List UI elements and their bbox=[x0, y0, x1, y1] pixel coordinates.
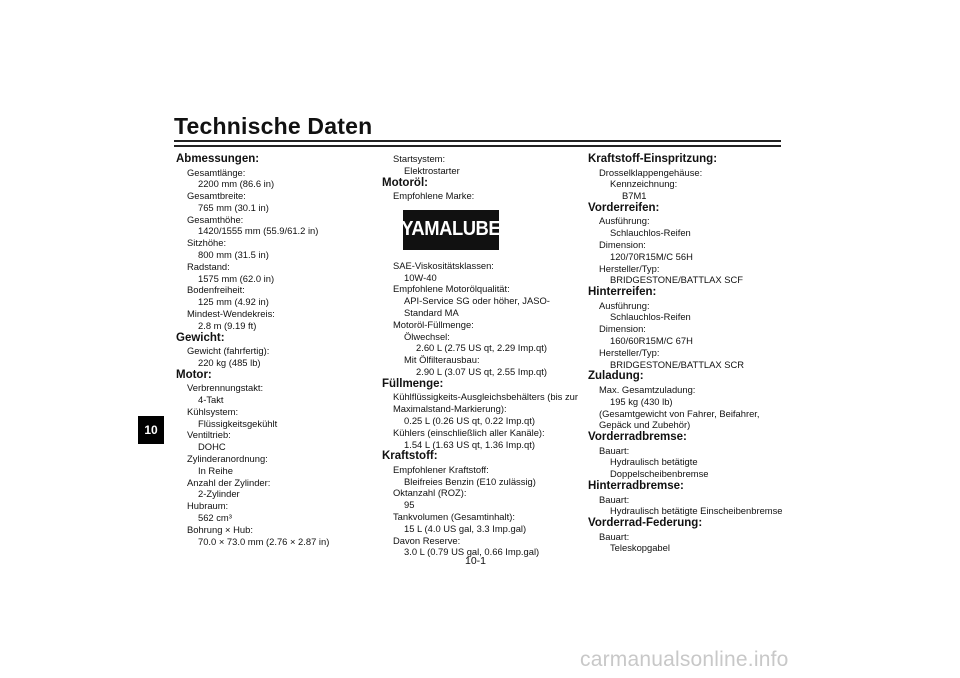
spec-label: SAE-Viskositätsklassen: bbox=[393, 259, 494, 271]
spec-value: BRIDGESTONE/BATTLAX SCF bbox=[610, 274, 744, 286]
spec-label: Anzahl der Zylinder: bbox=[187, 476, 271, 488]
spec-item bbox=[382, 487, 582, 511]
spec-value: Flüssigkeitsgekühlt bbox=[198, 417, 278, 429]
spec-value: 220 kg (485 lb) bbox=[198, 356, 261, 368]
spec-value: 2200 mm (86.6 in) bbox=[198, 178, 275, 190]
spec-label: Tankvolumen (Gesamtinhalt): bbox=[393, 511, 515, 523]
section-heading: Motoröl: bbox=[382, 176, 428, 189]
spec-value: Standard MA bbox=[404, 307, 459, 319]
spec-label: Hersteller/Typ: bbox=[599, 346, 660, 358]
spec-item bbox=[176, 190, 366, 214]
spec-item bbox=[382, 331, 582, 355]
spec-value: Hydraulisch betätigte bbox=[610, 456, 698, 468]
logo-text: YAMALUBE bbox=[401, 217, 501, 240]
spec-value: Schlauchlos-Reifen bbox=[610, 311, 691, 323]
section-heading: Zuladung: bbox=[588, 370, 644, 383]
spec-item bbox=[588, 347, 783, 371]
section-load bbox=[588, 370, 783, 431]
section-rear-tire bbox=[588, 286, 783, 370]
spec-label: Bodenfreiheit: bbox=[187, 284, 245, 296]
section-heading: Hinterradbremse: bbox=[588, 480, 684, 493]
spec-value: 125 mm (4.92 in) bbox=[198, 296, 269, 308]
column-2 bbox=[382, 153, 582, 558]
spec-label: Ölwechsel: bbox=[404, 330, 450, 342]
spec-value: 70.0 × 73.0 mm (2.76 × 2.87 in) bbox=[198, 535, 330, 547]
spec-item bbox=[382, 260, 582, 284]
spec-item bbox=[176, 345, 366, 369]
section-heading: Vorderradbremse: bbox=[588, 431, 687, 444]
spec-value: 2.60 L (2.75 US qt, 2.29 Imp.qt) bbox=[416, 342, 547, 354]
spec-value: B7M1 bbox=[622, 190, 647, 202]
spec-value: 195 kg (430 lb) bbox=[610, 395, 673, 407]
spec-value: 562 cm³ bbox=[198, 512, 232, 524]
spec-value: Hydraulisch betätigte Einscheibenbremse bbox=[610, 505, 783, 517]
spec-value: 1575 mm (62.0 in) bbox=[198, 272, 275, 284]
spec-item bbox=[176, 406, 366, 430]
title-rule-bottom bbox=[174, 145, 781, 147]
spec-label: Empfohlene Marke: bbox=[393, 190, 475, 202]
spec-item bbox=[588, 215, 783, 239]
section-weight bbox=[176, 332, 366, 369]
spec-label: Gesamtlänge: bbox=[187, 166, 246, 178]
spec-value: 2-Zylinder bbox=[198, 488, 240, 500]
spec-item bbox=[176, 382, 366, 406]
spec-label: Max. Gesamtzuladung: bbox=[599, 383, 696, 395]
spec-item bbox=[382, 464, 582, 488]
spec-label: Ventiltrieb: bbox=[187, 429, 231, 441]
spec-item bbox=[382, 153, 582, 177]
spec-item bbox=[382, 283, 582, 318]
spec-value: Bleifreies Benzin (E10 zulässig) bbox=[404, 475, 536, 487]
section-front-brake bbox=[588, 431, 783, 480]
section-capacity bbox=[382, 378, 582, 450]
chapter-tab: 10 bbox=[138, 416, 164, 444]
spec-item bbox=[588, 445, 783, 480]
spec-label: Davon Reserve: bbox=[393, 534, 461, 546]
spec-item bbox=[588, 300, 783, 324]
spec-value: BRIDGESTONE/BATTLAX SCR bbox=[610, 358, 745, 370]
section-engine bbox=[176, 369, 366, 548]
spec-label: Verbrennungstakt: bbox=[187, 382, 264, 394]
title-rule-top bbox=[174, 140, 781, 142]
spec-label: Ausführung: bbox=[599, 299, 650, 311]
spec-label: Zylinderanordnung: bbox=[187, 453, 268, 465]
spec-item bbox=[176, 237, 366, 261]
spec-label: Drosselklappengehäuse: bbox=[599, 166, 703, 178]
spec-label: Gesamtbreite: bbox=[187, 190, 246, 202]
section-heading: Vorderrad-Federung: bbox=[588, 517, 703, 530]
section-heading: Kraftstoff-Einspritzung: bbox=[588, 153, 718, 165]
section-heading: Füllmenge: bbox=[382, 377, 444, 390]
spec-label: Dimension: bbox=[599, 238, 646, 250]
section-fuel bbox=[382, 450, 582, 558]
spec-label: Bauart: bbox=[599, 530, 630, 542]
spec-label: Mindest-Wendekreis: bbox=[187, 308, 275, 320]
spec-value: 1420/1555 mm (55.9/61.2 in) bbox=[198, 225, 319, 237]
spec-label: Oktanzahl (ROZ): bbox=[393, 487, 467, 499]
spec-item bbox=[176, 453, 366, 477]
section-heading: Gewicht: bbox=[176, 331, 225, 344]
spec-label: Ausführung: bbox=[599, 215, 650, 227]
spec-value: 0.25 L (0.26 US qt, 0.22 Imp.qt) bbox=[404, 414, 535, 426]
section-fuel-injection bbox=[588, 153, 783, 202]
spec-value: 120/70R15M/C 56H bbox=[610, 250, 693, 262]
spec-item bbox=[588, 263, 783, 287]
spec-item bbox=[382, 391, 582, 426]
spec-value: 160/60R15M/C 67H bbox=[610, 335, 693, 347]
spec-value: 15 L (4.0 US gal, 3.3 Imp.gal) bbox=[404, 522, 527, 534]
spec-label: Startsystem: bbox=[393, 153, 446, 164]
spec-value: Teleskopgabel bbox=[610, 542, 670, 554]
spec-item bbox=[382, 190, 582, 202]
spec-label: Bauart: bbox=[599, 493, 630, 505]
spec-label: Sitzhöhe: bbox=[187, 237, 227, 249]
spec-label: Empfohlene Motorölqualität: bbox=[393, 283, 510, 295]
spec-item bbox=[176, 261, 366, 285]
spec-note: (Gesamtgewicht von Fahrer, Beifahrer, bbox=[599, 407, 760, 419]
spec-label: Gewicht (fahrfertig): bbox=[187, 345, 270, 357]
spec-item bbox=[176, 284, 366, 308]
spec-item bbox=[382, 427, 582, 451]
spec-label: Gesamthöhe: bbox=[187, 213, 244, 225]
spec-label: Kühlers (einschließlich aller Kanäle): bbox=[393, 426, 545, 438]
spec-item bbox=[176, 167, 366, 191]
spec-value: Schlauchlos-Reifen bbox=[610, 227, 691, 239]
section-heading: Motor: bbox=[176, 368, 212, 381]
spec-value: 4-Takt bbox=[198, 394, 224, 406]
section-front-suspension bbox=[588, 517, 783, 554]
section-front-tire bbox=[588, 202, 783, 286]
spec-value: 765 mm (30.1 in) bbox=[198, 201, 269, 213]
spec-note: Gepäck und Zubehör) bbox=[599, 419, 691, 431]
section-rear-brake bbox=[588, 480, 783, 517]
spec-value: 2.8 m (9.19 ft) bbox=[198, 319, 257, 331]
spec-item bbox=[176, 524, 366, 548]
section-engine-oil bbox=[382, 177, 582, 378]
spec-label: Hubraum: bbox=[187, 500, 229, 512]
section-dimensions bbox=[176, 153, 366, 332]
spec-value: In Reihe bbox=[198, 464, 233, 476]
yamalube-logo bbox=[403, 210, 499, 250]
spec-label: Kühlflüssigkeits-Ausgleichsbehälters (bis zur bbox=[393, 391, 578, 403]
spec-item bbox=[382, 511, 582, 535]
spec-item bbox=[176, 429, 366, 453]
spec-label: Empfohlener Kraftstoff: bbox=[393, 463, 489, 475]
spec-label: Kennzeichnung: bbox=[610, 178, 678, 190]
spec-label: Radstand: bbox=[187, 260, 230, 272]
spec-item bbox=[176, 308, 366, 332]
spec-label: Hersteller/Typ: bbox=[599, 262, 660, 274]
spec-item bbox=[382, 354, 582, 378]
section-heading: Vorderreifen: bbox=[588, 201, 660, 214]
spec-value: 800 mm (31.5 in) bbox=[198, 249, 269, 261]
spec-label: Bohrung × Hub: bbox=[187, 523, 253, 535]
spec-value: 2.90 L (3.07 US qt, 2.55 Imp.qt) bbox=[416, 366, 547, 378]
spec-label: Mit Ölfilterausbau: bbox=[404, 354, 480, 366]
spec-label: Kühlsystem: bbox=[187, 405, 239, 417]
spec-item bbox=[588, 239, 783, 263]
spec-label: Maximalstand-Markierung): bbox=[393, 403, 507, 415]
page-title: Technische Daten bbox=[174, 113, 373, 139]
column-3 bbox=[588, 153, 783, 554]
spec-item bbox=[382, 319, 582, 331]
spec-label: Dimension: bbox=[599, 323, 646, 335]
spec-item bbox=[588, 323, 783, 347]
spec-label: Bauart: bbox=[599, 444, 630, 456]
page-number: 10-1 bbox=[465, 555, 487, 567]
spec-value: 10W-40 bbox=[404, 271, 437, 283]
section-heading: Hinterreifen: bbox=[588, 286, 657, 299]
spec-value: 3.0 L (0.79 US gal, 0.66 Imp.gal) bbox=[404, 546, 540, 558]
spec-value: 1.54 L (1.63 US qt, 1.36 Imp.qt) bbox=[404, 438, 535, 450]
spec-value: Doppelscheibenbremse bbox=[610, 468, 709, 480]
spec-value: DOHC bbox=[198, 441, 226, 453]
watermark: carmanualsonline.info bbox=[580, 648, 789, 671]
spec-label: Motoröl-Füllmenge: bbox=[393, 318, 474, 330]
spec-value: Elektrostarter bbox=[404, 164, 460, 176]
spec-item bbox=[176, 500, 366, 524]
spec-item bbox=[588, 531, 783, 555]
section-heading: Kraftstoff: bbox=[382, 450, 438, 463]
spec-value: API-Service SG oder höher, JASO- bbox=[404, 295, 550, 307]
spec-item bbox=[588, 494, 783, 518]
spec-item bbox=[588, 167, 783, 202]
section-heading: Abmessungen: bbox=[176, 153, 260, 165]
column-1 bbox=[176, 153, 366, 547]
spec-item bbox=[176, 477, 366, 501]
spec-item bbox=[588, 384, 783, 431]
spec-value: 95 bbox=[404, 499, 415, 511]
spec-item bbox=[176, 214, 366, 238]
